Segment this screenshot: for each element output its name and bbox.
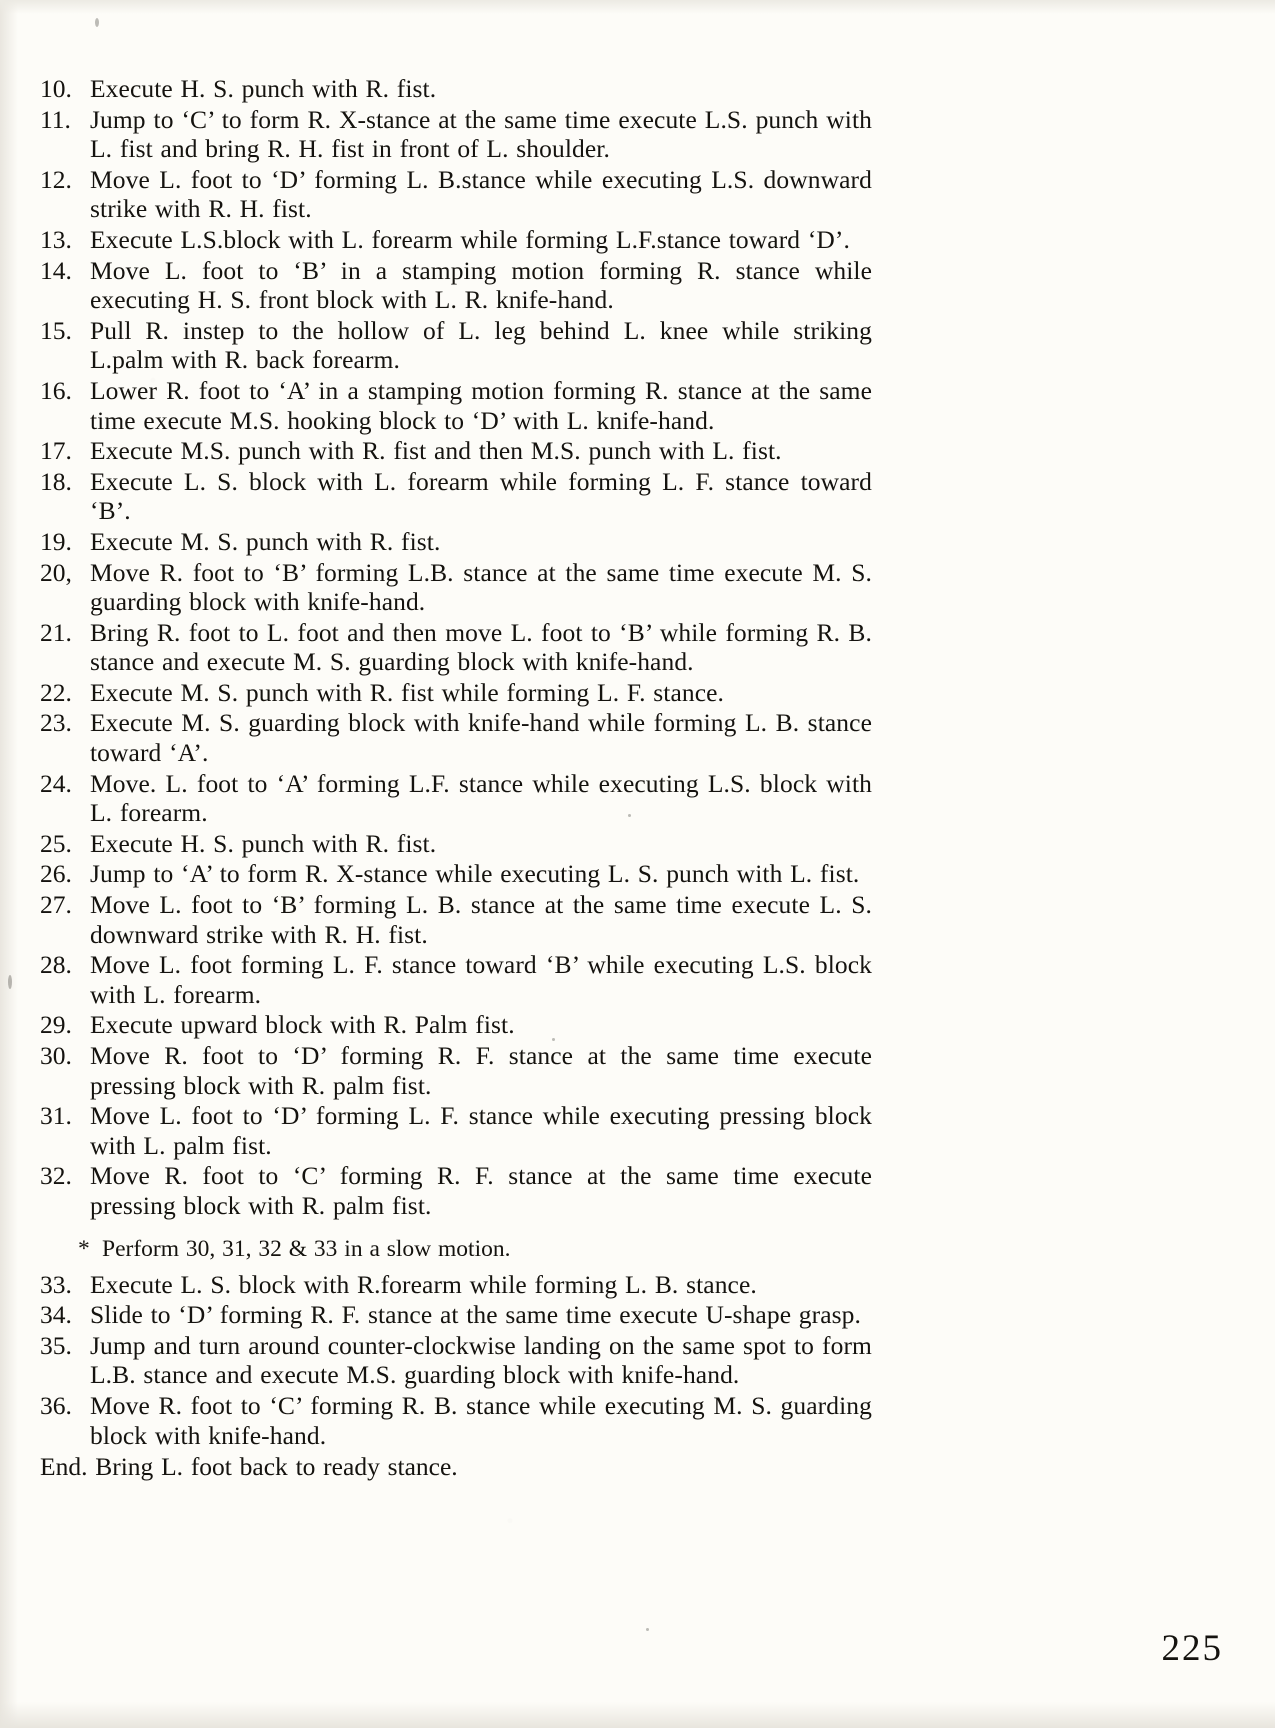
step-text: Move. L. foot to ‘A’ forming L.F. stance while executing L.S. block with L. forearm. [90,768,872,828]
step-number: 32. [40,1161,72,1191]
list-item [40,436,872,466]
list-item [40,1101,872,1160]
page-edge-shadow-bottom [0,1702,1275,1728]
step-number: 17. [40,436,72,466]
step-text: Move L. foot to ‘B’ in a stamping motion forming R. stance while executing H. S. front block with L. R. knife-hand. [90,255,872,315]
step-text: Jump to ‘A’ to form R. X-stance while executing L. S. punch with L. fist. [90,859,860,889]
step-number: 25. [40,828,72,858]
step-list-part-two [40,1270,1235,1451]
step-text: Execute M. S. punch with R. fist. [90,526,441,556]
list-item [40,890,872,949]
step-number: 11. [40,104,71,134]
list-item [40,527,872,557]
step-text: Bring R. foot to L. foot and then move L. foot to ‘B’ while forming R. B. stance and execute M. S. guarding block with knife-hand. [90,617,872,677]
page-edge-shadow-top [0,0,1275,14]
step-number: 18. [40,466,72,496]
step-text: Jump to ‘C’ to form R. X-stance at the same time execute L.S. punch with L. fist and bring R. H. fist in front of L. shoulder. [90,104,872,164]
step-number: 15. [40,315,72,345]
scan-speck [95,18,99,27]
step-number: 29. [40,1010,72,1040]
step-text: Jump and turn around counter-clockwise landing on the same spot to form L.B. stance and execute M.S. guarding block with knife-hand. [90,1330,872,1390]
step-number: 28. [40,950,72,980]
step-number: 19. [40,526,72,556]
step-number: 35. [40,1330,72,1360]
slow-motion-note [40,1235,802,1264]
step-text: Execute L.S.block with L. forearm while forming L.F.stance toward ‘D’. [90,224,851,254]
page-number: 225 [1161,1628,1223,1669]
step-text: Pull R. instep to the hollow of L. leg behind L. knee while striking L.palm with R. back forearm. [90,315,872,375]
list-item [40,950,872,1009]
list-item [40,74,872,104]
step-text: Execute L. S. block with R.forearm while forming L. B. stance. [90,1269,757,1299]
scan-speck [8,975,12,989]
list-item [40,678,872,708]
list-item [40,1041,872,1100]
list-item [40,708,872,767]
list-item [40,1270,872,1300]
step-text: Execute L. S. block with L. forearm while forming L. F. stance toward ‘B’. [90,466,872,526]
list-item [40,1331,872,1390]
list-item [40,558,872,617]
step-number: 16. [40,375,72,405]
list-item [40,376,872,435]
step-text: Execute M.S. punch with R. fist and then M.S. punch with L. fist. [90,436,782,466]
step-number: 20, [40,557,72,587]
step-number: 34. [40,1300,72,1330]
list-item [40,829,872,859]
step-number: 27. [40,890,72,920]
list-item [40,859,872,889]
list-item [40,1300,872,1330]
step-text: Execute H. S. punch with R. fist. [90,74,437,103]
end-line: End. Bring L. foot back to ready stance. [40,1452,458,1482]
list-item [40,1010,872,1040]
note-marker: * [78,1235,90,1262]
step-text: Execute upward block with R. Palm fist. [90,1010,515,1040]
list-item [40,1161,872,1220]
list-item [40,256,872,315]
step-text: Slide to ‘D’ forming R. F. stance at the same time execute U-shape grasp. [90,1300,862,1330]
note-text: Perform 30, 31, 32 & 33 in a slow motion. [102,1235,511,1262]
step-number: 31. [40,1101,72,1131]
step-number: 24. [40,768,72,798]
page-edge-shadow-left [0,0,18,1728]
step-number: 30. [40,1041,72,1070]
step-number: 26. [40,859,72,889]
step-text: Execute M. S. guarding block with knife-hand while forming L. B. stance toward ‘A’. [90,708,872,768]
step-text: Move L. foot to ‘D’ forming L. B.stance while executing L.S. downward strike with R. H. fist. [90,164,872,224]
scan-speck [646,1628,649,1631]
list-item [40,467,872,526]
step-text: Execute M. S. punch with R. fist while forming L. F. stance. [90,677,725,707]
list-item [40,618,872,677]
list-item [40,769,872,828]
step-text: Move R. foot to ‘C’ forming R. B. stance while executing M. S. guarding block with knife-hand. [90,1390,872,1450]
list-item [40,105,872,164]
step-text: Move R. foot to ‘D’ forming R. F. stance at the same time execute pressing block with R. palm fist. [90,1041,872,1100]
step-text: Execute H. S. punch with R. fist. [90,828,437,858]
step-number: 13. [40,224,72,254]
step-text: Move R. foot to ‘C’ forming R. F. stance at the same time execute pressing block with R. palm fist. [90,1161,872,1220]
step-number: 21. [40,617,72,647]
step-text: Move L. foot forming L. F. stance toward ‘B’ while executing L.S. block with L. forearm. [90,950,872,1009]
list-item [40,1391,872,1450]
step-text: Move L. foot to ‘B’ forming L. B. stance at the same time execute L. S. downward strike with R. H. fist. [90,890,872,949]
step-number: 36. [40,1390,72,1420]
step-number: 14. [40,255,72,285]
step-list-part-one [40,74,1235,1221]
step-number: 33. [40,1269,72,1299]
step-text: Move L. foot to ‘D’ forming L. F. stance while executing pressing block with L. palm fist. [90,1101,872,1160]
page-body [40,74,1235,1482]
step-number: 23. [40,708,72,738]
step-number: 12. [40,164,72,194]
step-number: 22. [40,677,72,707]
step-text: Move R. foot to ‘B’ forming L.B. stance at the same time execute M. S. guarding block with knife-hand. [90,557,872,617]
step-number: 10. [40,74,72,103]
list-item [40,165,872,224]
list-item [40,316,872,375]
list-item [40,225,872,255]
step-text: Lower R. foot to ‘A’ in a stamping motion forming R. stance at the same time execute M.S. hooking block to ‘D’ with L. knife-hand. [90,375,872,435]
